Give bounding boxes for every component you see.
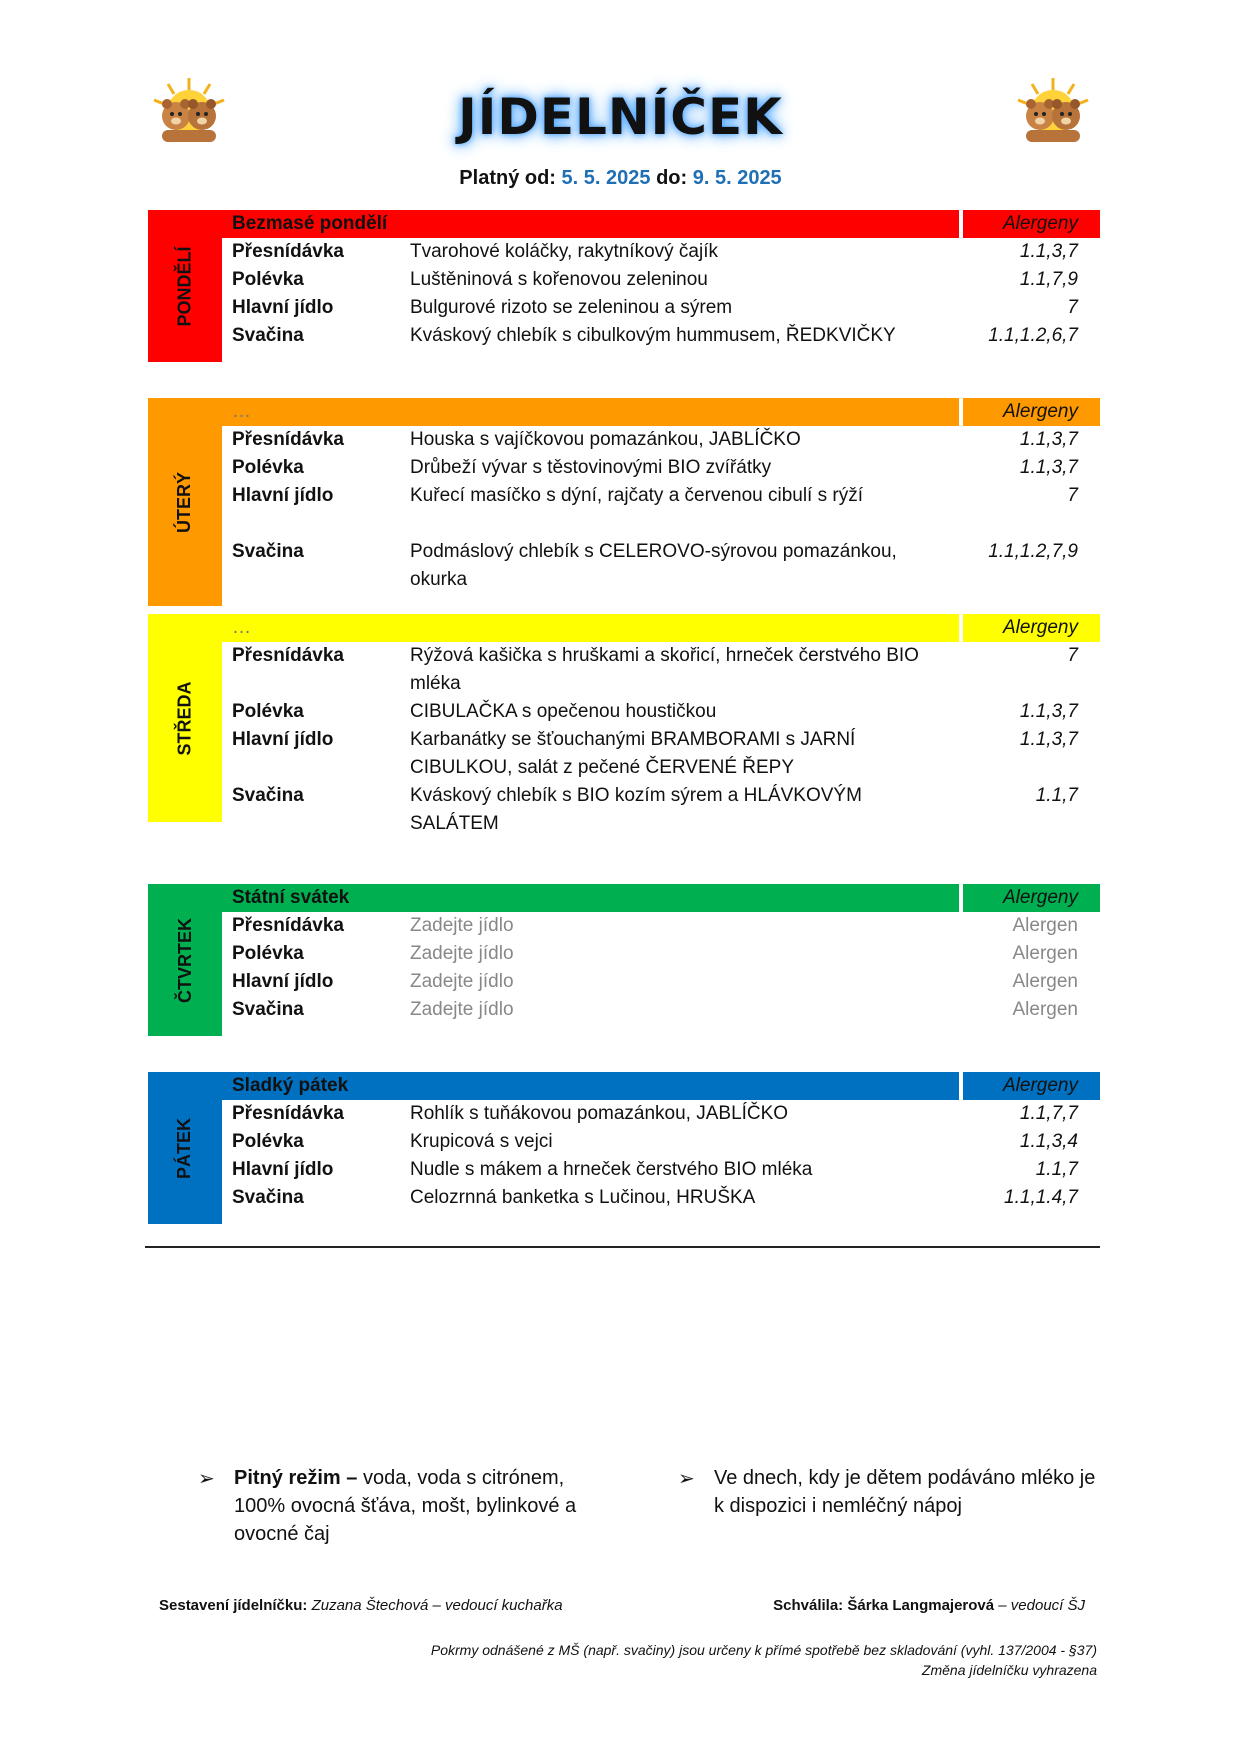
page-title: JÍDELNÍČEK [458,88,783,146]
meal-type: Svačina [232,325,304,346]
day-heading: Bezmasé pondělí [222,210,959,238]
meal-allergens: 1.1,3,4 [1019,1131,1078,1152]
allergens-header: Alergeny [963,1072,1100,1100]
divider [145,1246,1100,1248]
meal-allergens: 1.1,3,7 [1019,729,1078,750]
meal-description: Zadejte jídlo [410,915,514,936]
meal-description: Kváskový chlebík s cibulkovým hummusem, ŘEDKVIČKY [410,325,896,346]
allergens-header: Alergeny [963,398,1100,426]
day-header-row [222,1072,1100,1100]
meal-description: Houska s vajíčkovou pomazánkou, JABLÍČKO [410,429,801,450]
meal-description: CIBULAČKA s opečenou houstičkou [410,701,717,722]
meal-description: Zadejte jídlo [410,971,514,992]
meal-type: Přesnídávka [232,1103,344,1124]
day-name: ÚTERÝ [174,471,195,533]
meal-type: Polévka [232,1131,304,1152]
meal-allergens: 1.1,7 [1035,785,1078,806]
meal-allergens: 1.1,3,7 [1019,429,1078,450]
meal-type: Polévka [232,457,304,478]
day-header-row [222,884,1100,912]
day-header-row [222,398,1100,426]
meal-description: Podmáslový chlebík s CELEROVO-sýrovou pomazánkou, okurka [410,541,897,590]
meal-description: Rohlík s tuňákovou pomazánkou, JABLÍČKO [410,1103,789,1124]
approved-role: – vedoucí ŠJ [994,1597,1085,1614]
composed-name: Zuzana Štechová – vedoucí kuchařka [311,1597,563,1614]
meal-type: Svačina [232,785,304,806]
valid-to-date: 9. 5. 2025 [692,167,782,189]
meal-description: Zadejte jídlo [410,943,514,964]
disclaimer-text: Pokrmy odnášené z MŠ (např. svačiny) jsou určeny k přímé spotřebě bez skladování (vyhl. 137/2004 - §37) [430,1642,1097,1658]
day-label [148,210,222,362]
day-header-row [222,210,1100,238]
meal-type: Hlavní jídlo [232,729,334,750]
valid-to-label: do: [656,167,688,189]
meal-allergens: 1.1,7 [1035,1159,1078,1180]
note-drinking [234,1464,614,1548]
meal-allergens: Alergen [1012,915,1078,936]
meal-description: Kuřecí masíčko s dýní, rajčaty a červenou cibulí s rýží [410,485,864,506]
allergens-header: Alergeny [963,884,1100,912]
note-drinking-title: Pitný režim – [234,1467,358,1489]
meal-description: Celozrnná banketka s Lučinou, HRUŠKA [410,1187,756,1208]
day-block [148,210,1100,362]
composed-by [159,1597,563,1614]
day-header-row [222,614,1100,642]
meal-allergens: Alergen [1012,943,1078,964]
valid-from-date: 5. 5. 2025 [561,167,651,189]
meal-allergens: Alergen [1012,971,1078,992]
day-label [148,398,222,606]
day-heading: Státní svátek [222,884,959,912]
meal-description: Bulgurové rizoto se zeleninou a sýrem [410,297,733,318]
note-drinking-text: voda, voda s citrónem, 100% ovocná šťáva, mošt, bylinkové a ovocné čaj [234,1467,577,1545]
meal-type: Přesnídávka [232,915,344,936]
arrowhead-bullet-icon: ➢ [198,1468,215,1490]
meal-allergens: Alergen [1012,999,1078,1020]
approved-label: Schválila: [773,1597,844,1614]
meal-allergens: 1.1,7,9 [1019,269,1078,290]
change-note: Změna jídelníčku vyhrazena [921,1662,1097,1678]
day-label [148,614,222,822]
valid-from-label: Platný od: [459,167,556,189]
meal-description: Karbanátky se šťouchanými BRAMBORAMI s JARNÍ CIBULKOU, salát z pečené ČERVENÉ ŘEPY [410,729,856,778]
meal-description: Rýžová kašička s hruškami a skořicí, hrneček čerstvého BIO mléka [410,645,919,694]
meal-allergens: 7 [1067,645,1078,666]
day-name: ČTVRTEK [174,917,195,1003]
meal-allergens: 1.1,1.4,7 [1004,1187,1078,1208]
day-name: PONDĚLÍ [174,245,195,327]
meal-type: Hlavní jídlo [232,1159,334,1180]
day-block [148,1072,1100,1224]
day-heading: … [222,398,959,426]
composed-label: Sestavení jídelníčku: [159,1597,308,1614]
meal-type: Přesnídávka [232,645,344,666]
day-block [148,884,1100,1036]
day-heading: Sladký pátek [222,1072,959,1100]
day-label [148,1072,222,1224]
meal-allergens: 1.1,1.2,6,7 [988,325,1078,346]
meal-type: Svačina [232,1187,304,1208]
day-block [148,398,1100,606]
meal-allergens: 7 [1067,297,1078,318]
meal-type: Svačina [232,999,304,1020]
meal-type: Svačina [232,541,304,562]
approved-name: Šárka Langmajerová [847,1597,995,1614]
meal-allergens: 1.1,7,7 [1019,1103,1078,1124]
day-name: STŘEDA [174,680,195,756]
meal-type: Přesnídávka [232,429,344,450]
meal-description: Tvarohové koláčky, rakytníkový čajík [410,241,718,262]
meal-allergens: 1.1,3,7 [1019,457,1078,478]
meal-type: Hlavní jídlo [232,297,334,318]
day-heading: … [222,614,959,642]
meal-allergens: 1.1,3,7 [1019,701,1078,722]
meal-description: Krupicová s vejci [410,1131,553,1152]
meal-description: Luštěninová s kořenovou zeleninou [410,269,708,290]
meal-description: Kváskový chlebík s BIO kozím sýrem a HLÁVKOVÝM SALÁTEM [410,785,862,834]
meal-allergens: 1.1,1.2,7,9 [988,541,1078,562]
meal-type: Přesnídávka [232,241,344,262]
validity-line [0,167,1241,190]
meal-description: Nudle s mákem a hrneček čerstvého BIO mléka [410,1159,813,1180]
meal-type: Polévka [232,943,304,964]
meal-type: Polévka [232,269,304,290]
day-block [148,614,1100,834]
arrowhead-bullet-icon: ➢ [678,1468,695,1490]
meal-description: Drůbeží vývar s těstovinovými BIO zvířátky [410,457,772,478]
day-name: PÁTEK [174,1117,195,1179]
meal-allergens: 1.1,3,7 [1019,241,1078,262]
allergens-header: Alergeny [963,614,1100,642]
meal-type: Polévka [232,701,304,722]
disclaimer [297,1640,1097,1680]
day-label [148,884,222,1036]
note-milk: Ve dnech, kdy je dětem podáváno mléko je k dispozici i nemléčný nápoj [714,1467,1096,1517]
meal-type: Hlavní jídlo [232,971,334,992]
meal-type: Hlavní jídlo [232,485,334,506]
meal-description: Zadejte jídlo [410,999,514,1020]
approved-by [773,1597,1085,1614]
meal-allergens: 7 [1067,485,1078,506]
allergens-header: Alergeny [963,210,1100,238]
